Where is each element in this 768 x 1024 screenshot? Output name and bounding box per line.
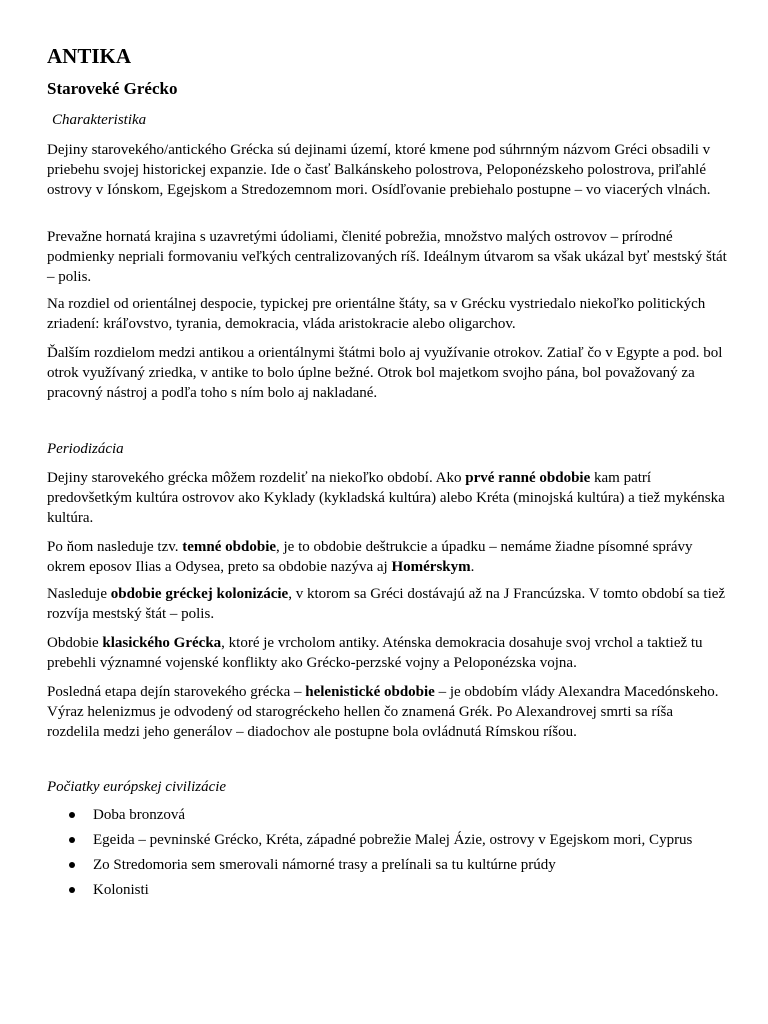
list-item-text: Kolonisti xyxy=(93,882,149,898)
text-run: , ktoré je vrcholom antiky. Aténska demokracia dosahuje svoj vrchol a taktiež tu prebehli významné vojenské konflikty ako Grécko-perzské vojny a Peloponézska vojna. xyxy=(47,635,703,671)
bold-term: temné obdobie xyxy=(182,539,277,555)
text-run: , je to obdobie deštrukcie a úpadku – nemáme žiadne písomné správy okrem eposov Ilias a Odysea, preto sa obdobie nazýva aj xyxy=(47,539,693,575)
list-item xyxy=(47,880,692,905)
paragraph xyxy=(47,584,727,624)
list-item-text: Egeida – pevninské Grécko, Kréta, západné pobrežie Malej Ázie, ostrovy v Egejskom mori, Cyprus xyxy=(93,832,693,848)
paragraph xyxy=(47,537,727,577)
text-run: Po ňom nasleduje tzv. xyxy=(47,539,183,555)
bullet-list xyxy=(47,805,692,905)
paragraph: Na rozdiel od orientálnej despocie, typickej pre orientálne štáty, sa v Grécku vystriedalo niekoľko politických zriadení: kráľovstvo, tyrania, demokracia, vláda aristokracie alebo oligarchov. xyxy=(47,296,706,332)
text-run: – je obdobím vlády Alexandra Macedónskeho. Výraz helenizmus je odvodený od starogréckeho hellen čo znamená Grék. Po Alexandrovej smrti sa ríša rozdelila medzi jeho generálov – diadochov ale postupne bola ovládnutá Rímskou ríšou. xyxy=(47,684,719,740)
bullet-icon xyxy=(69,837,75,843)
bullet-icon xyxy=(69,812,75,818)
text-run: Posledná etapa dejín starovekého grécka – xyxy=(47,684,306,700)
paragraph: Dejiny starovekého/antického Grécka sú dejinami území, ktoré kmene pod súhrnným názvom Gréci obsadili v priebehu svojej historickej expanzie. Ide o časť Balkánskeho polostrova, Peloponézskeho polostrova, priľahlé ostrovy v Iónskom, Egejskom a Stredozemnom mori. Osídľovanie prebiehalo postupne – vo viacerých vlnách. xyxy=(47,142,711,198)
bold-term: obdobie gréckej kolonizácie xyxy=(110,586,289,602)
text-run: . xyxy=(470,559,475,575)
list-item-text: Doba bronzová xyxy=(93,807,186,823)
document-subtitle: Staroveké Grécko xyxy=(47,79,178,98)
paragraph xyxy=(47,468,727,528)
paragraph: Prevažne hornatá krajina s uzavretými údoliami, členité pobrežia, množstvo malých ostrovov – prírodné podmienky nepriali formovaniu veľkých centralizovaných ríš. Ideálnym útvarom sa však ukázal byť mestský štát – polis. xyxy=(47,229,727,285)
bold-term: prvé ranné obdobie xyxy=(465,470,591,486)
list-item xyxy=(47,805,692,830)
list-item-text: Zo Stredomoria sem smerovali námorné trasy a prelínali sa tu kultúrne prúdy xyxy=(93,857,556,873)
bold-term: Homérskym xyxy=(391,559,471,575)
list-item xyxy=(47,830,692,855)
paragraph: Ďalším rozdielom medzi antikou a orientálnymi štátmi bolo aj využívanie otrokov. Zatiaľ čo v Egypte a pod. bol otrok využívaný zriedka, v antike to bolo úplne bežné. Otrok bol majetkom svojho pána, bol považovaný za pracovný nástroj a podľa toho s ním bolo aj nakladané. xyxy=(47,345,723,401)
document-title: ANTIKA xyxy=(47,44,132,68)
text-run: Dejiny starovekého grécka môžem rozdeliť na niekoľko období. Ako xyxy=(47,470,466,486)
bullet-icon xyxy=(69,862,75,868)
section-heading-charakteristika: Charakteristika xyxy=(52,112,147,128)
section-heading-periodizacia: Periodizácia xyxy=(47,441,124,457)
paragraph xyxy=(47,633,727,673)
bullet-icon xyxy=(69,887,75,893)
bold-term: helenistické obdobie xyxy=(305,684,435,700)
section-heading-pociatky: Počiatky európskej civilizácie xyxy=(47,779,227,795)
text-run: kam patrí predovšetkým kultúra ostrovov ako Kyklady (kykladská kultúra) alebo Kréta (minojská kultúra) a tiež mykénska kultúra. xyxy=(47,470,725,526)
text-run: Obdobie xyxy=(47,635,103,651)
text-run: Nasleduje xyxy=(47,586,111,602)
list-item xyxy=(47,855,692,880)
paragraph xyxy=(47,682,727,742)
bold-term: klasického Grécka xyxy=(102,635,222,651)
text-run: , v ktorom sa Gréci dostávajú až na J Francúzska. V tomto období sa tiež rozvíja mestský štát – polis. xyxy=(47,586,726,622)
